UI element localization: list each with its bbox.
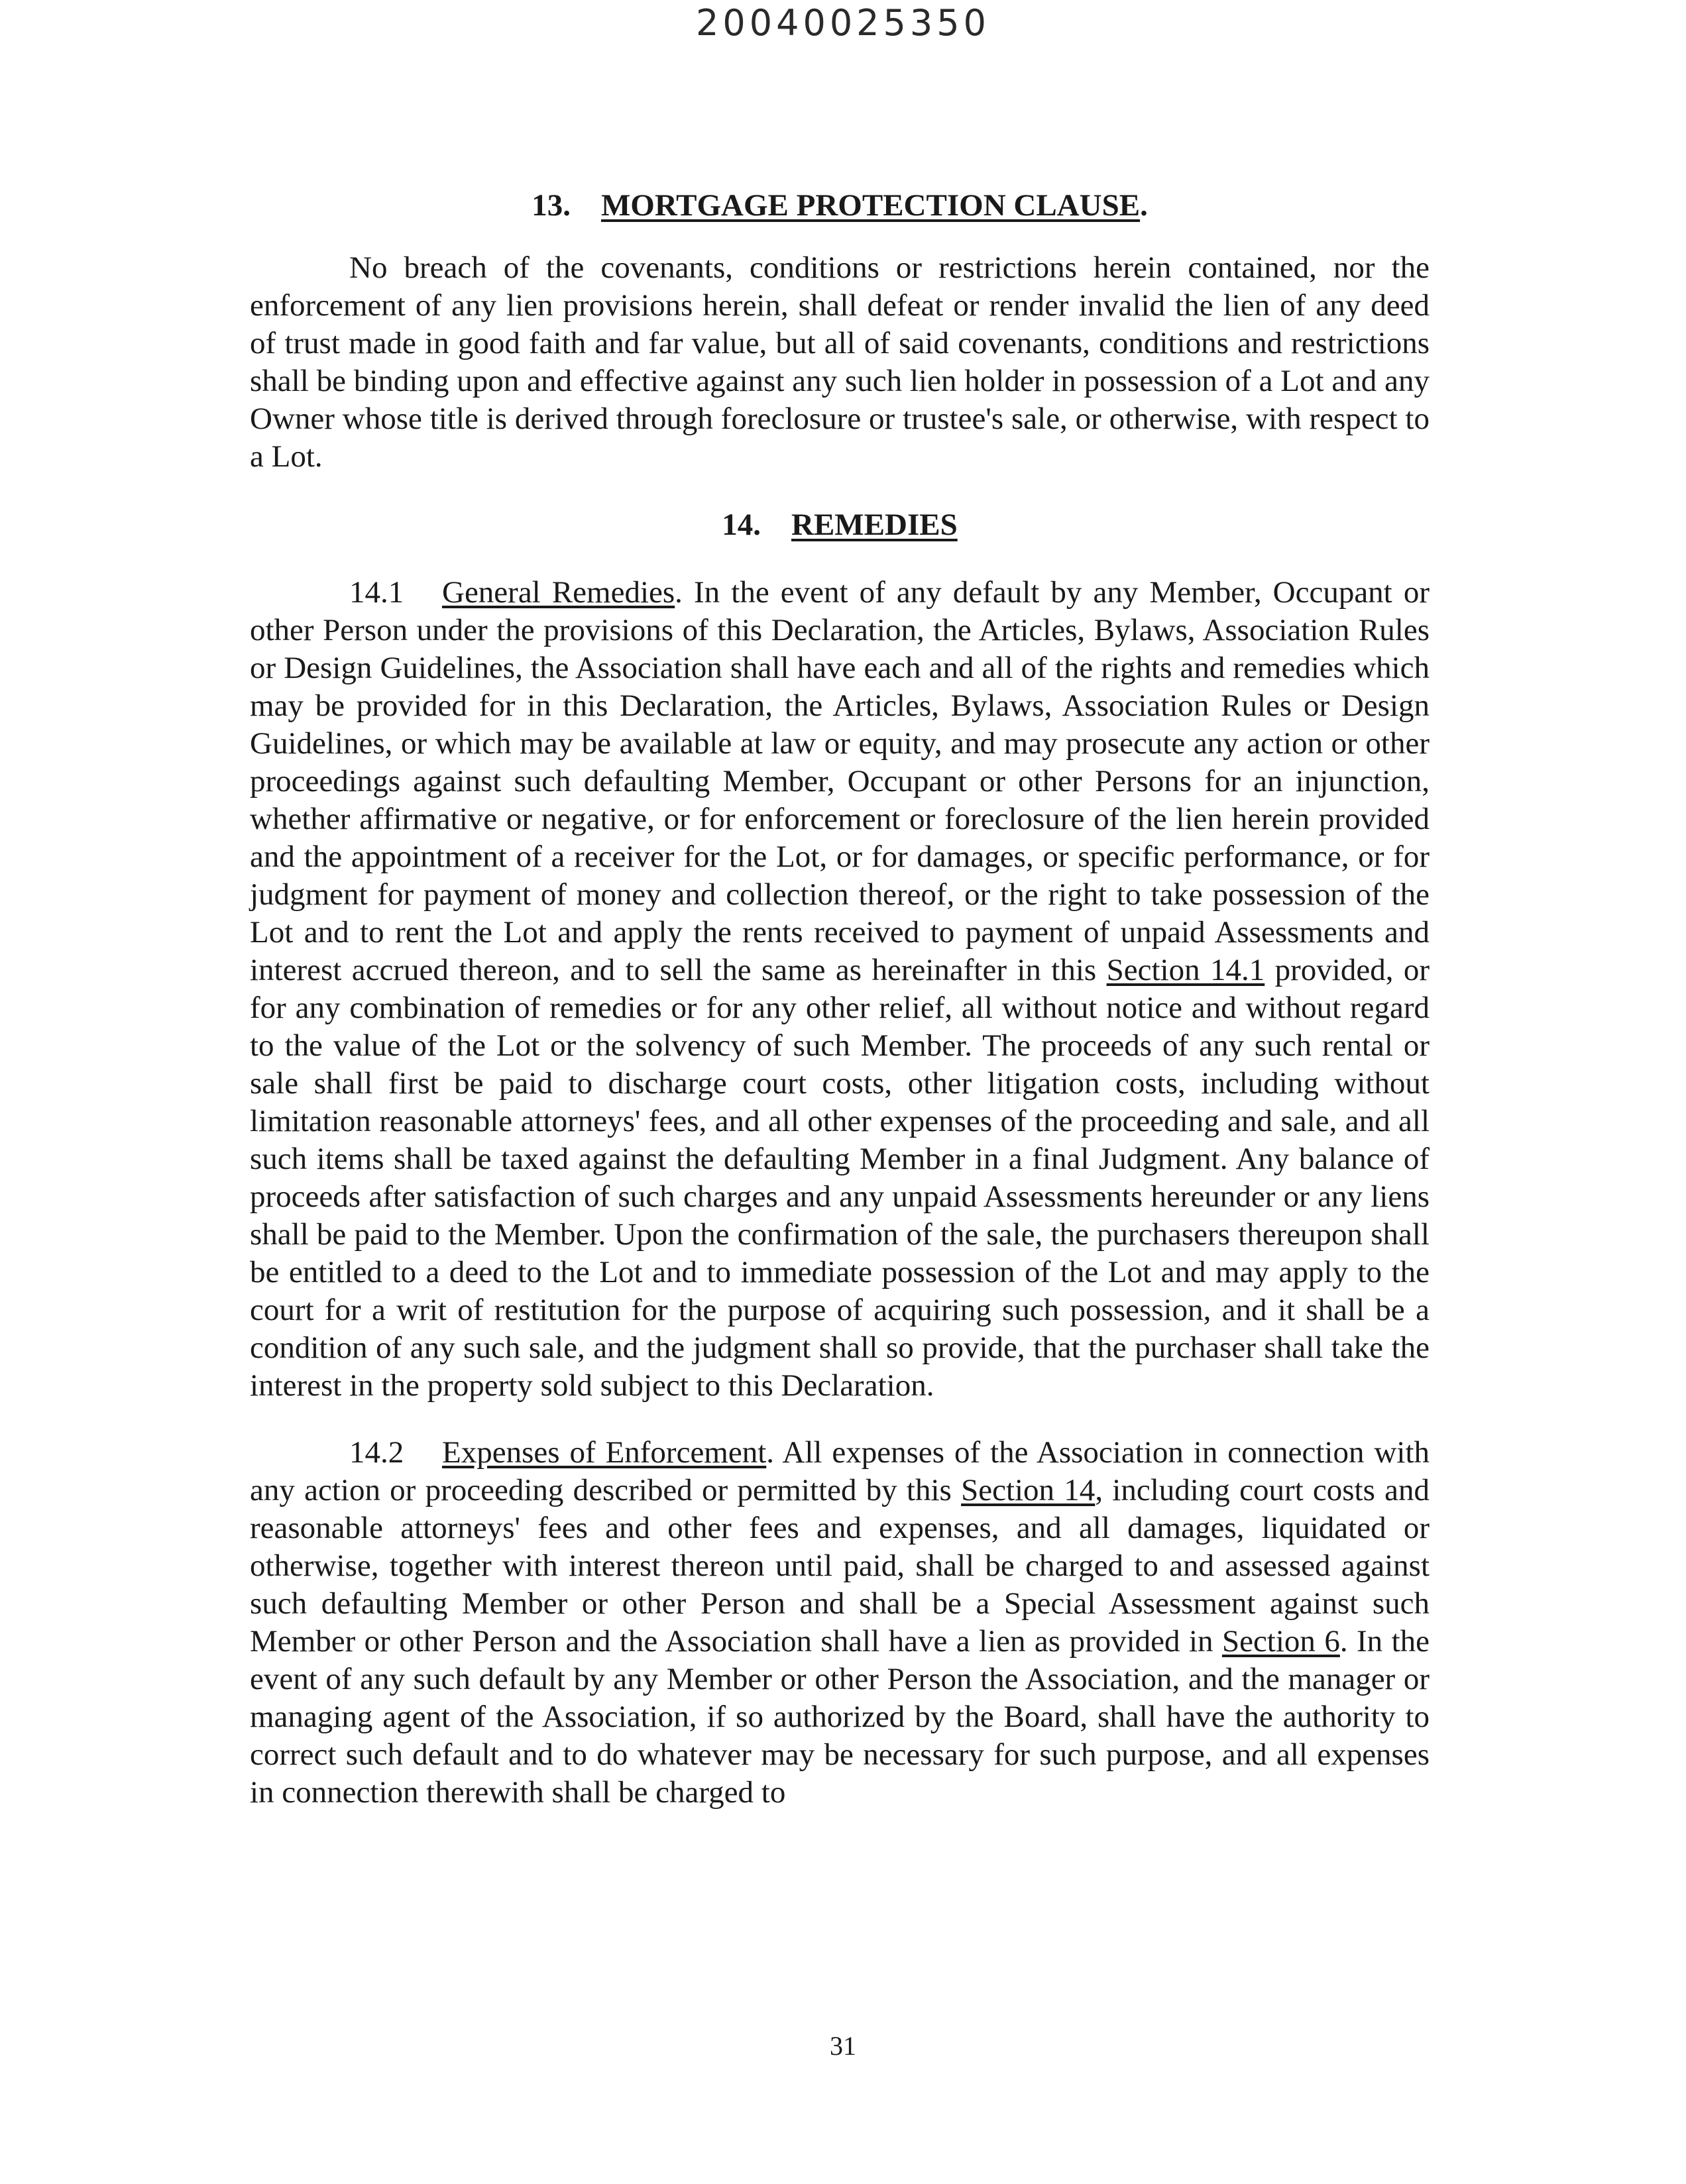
section-13-title: MORTGAGE PROTECTION CLAUSE	[600, 188, 1141, 223]
section-14-1-paragraph	[250, 574, 1430, 1405]
section-13-title-suffix: .	[1140, 188, 1148, 223]
section-14-1-text-a: . In the event of any default by any Member, Occupant or other Person under the provisions of this Declaration, the Articles, Bylaws, Association Rules or Design Guidelines, the Association shall have each and all of the rights and remedies which may be provided for in this Declaration, the Articles, Bylaws, Association Rules or Design Guidelines, or which may be available at law or equity, and may prosecute any action or other proceedings against such defaulting Member, Occupant or other Persons for an injunction, whether affirmative or negative, or for enforcement or foreclosure of the lien herein provided and the appointment of a receiver for the Lot, or for damages, or specific performance, or for judgment for payment of money and collection thereof, or the right to take possession of the Lot and to rent the Lot and apply the rents received to payment of unpaid Assessments and interest accrued thereon, and to sell the same as hereinafter in this	[250, 575, 1430, 987]
section-14-title: REMEDIES	[791, 508, 958, 542]
section-13-heading	[250, 186, 1430, 225]
section-14-2-text-a: . All expenses of the Association in connection with any action or proceeding described or permitted by this	[250, 1435, 1430, 1507]
section-14-number: 14.	[722, 508, 761, 542]
page-number: 31	[830, 2031, 856, 2061]
section-14-2-title: Expenses of Enforcement	[442, 1435, 767, 1470]
section-13-paragraph: No breach of the covenants, conditions or restrictions herein contained, nor the enforcement of any lien provisions herein, shall defeat or render invalid the lien of any deed of trust made in good faith and far value, but all of said covenants, conditions and restrictions shall be binding upon and effective against any such lien holder in possession of a Lot and any Owner whose title is derived through foreclosure or trustee's sale, or otherwise, with respect to a Lot.	[250, 250, 1430, 474]
section-13-number: 13.	[532, 188, 571, 223]
page-content	[250, 186, 1430, 1812]
section-14-1-reference: Section 14.1	[1106, 953, 1265, 987]
section-14-reference: Section 14	[961, 1473, 1096, 1507]
section-14-2-text-b: , including court costs and reasonable attorneys' fees and other fees and expenses, and all damages, liquidated or otherwise, together with interest thereon until paid, shall be charged to and assessed against such defaulting Member or other Person and shall be a Special Assessment against such Member or other Person and the Association shall have a lien as provided in	[250, 1473, 1430, 1659]
section-6-reference: Section 6	[1221, 1624, 1340, 1659]
document-number: 20040025350	[696, 2, 990, 44]
section-14-1-text-b: provided, or for any combination of remedies or for any other relief, all without notice and without regard to the value of the Lot or the solvency of such Member. The proceeds of any such rental or sale shall first be paid to discharge court costs, other litigation costs, including without limitation reasonable attorneys' fees, and all other expenses of the proceeding and sale, and all such items shall be taxed against the defaulting Member in a final Judgment. Any balance of proceeds after satisfaction of such charges and any unpaid Assessments hereunder or any liens shall be paid to the Member. Upon the confirmation of the sale, the purchasers thereupon shall be entitled to a deed to the Lot and to immediate possession of the Lot and may apply to the court for a writ of restitution for the purpose of acquiring such possession, and it shall be a condition of any such sale, and the judgment shall so provide, that the purchaser shall take the interest in the property sold subject to this Declaration.	[250, 953, 1430, 1403]
section-14-1-title: General Remedies	[442, 575, 675, 610]
section-14-1-number: 14.1	[349, 575, 404, 610]
section-14-2-paragraph	[250, 1434, 1430, 1812]
section-14-heading	[250, 505, 1430, 545]
section-14-2-number: 14.2	[349, 1435, 404, 1470]
section-14-2-text-c: . In the event of any such default by any Member or other Person the Association, and the manager or managing agent of the Association, if so authorized by the Board, shall have the authority to correct such default and to do whatever may be necessary for such purpose, and all expenses in connection therewith shall be charged to	[250, 1624, 1430, 1810]
